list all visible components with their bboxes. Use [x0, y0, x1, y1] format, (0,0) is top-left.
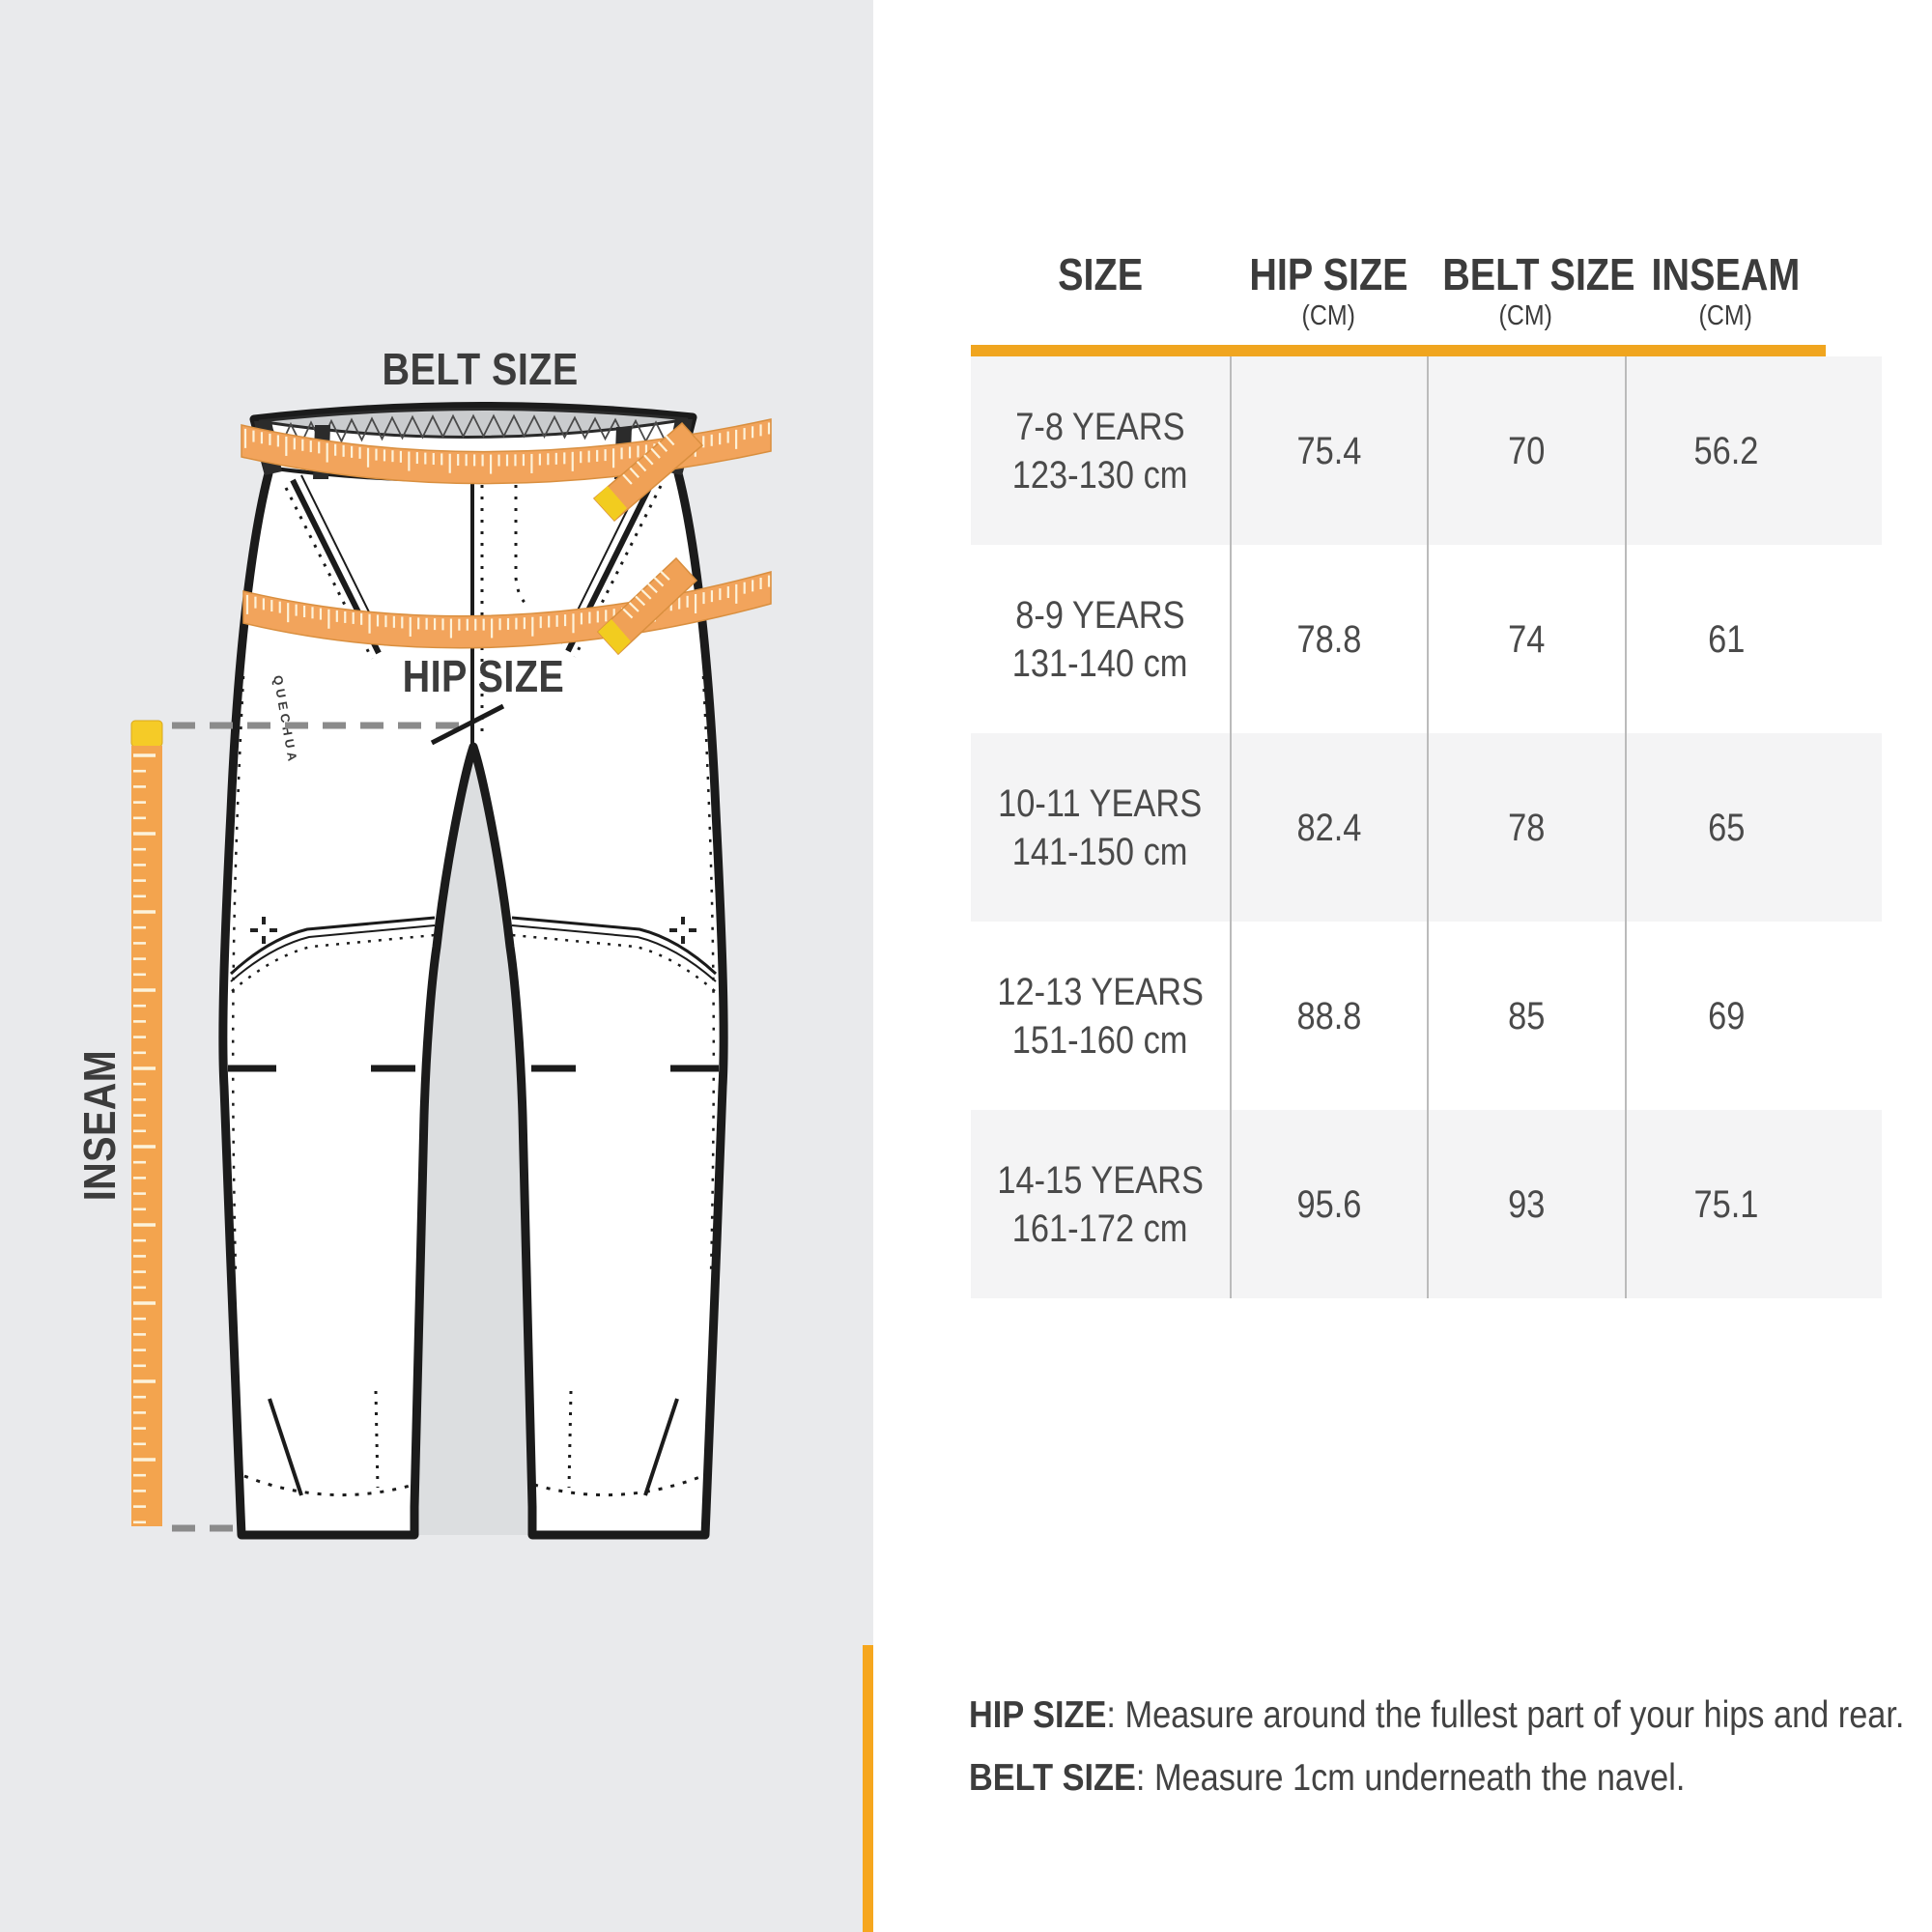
hip-size-diagram-label: HIP SIZE: [402, 651, 564, 701]
column-header-size: SIZE: [1058, 249, 1143, 299]
table-row: [971, 356, 1882, 545]
cell-inseam: 56.2: [1625, 356, 1826, 545]
inseam-ruler-body: [131, 746, 162, 1526]
header-rule: [971, 345, 1826, 356]
cell-belt: 85: [1427, 922, 1625, 1110]
cell-hip: 78.8: [1230, 545, 1427, 733]
cell-hip: 75.4: [1230, 356, 1427, 545]
measurement-notes: [969, 1692, 1905, 1818]
table-row: [971, 733, 1882, 922]
cell-inseam: 75.1: [1625, 1110, 1826, 1298]
table-row: [971, 545, 1882, 733]
cell-belt: 74: [1427, 545, 1625, 733]
hip-size-note: HIP SIZE: Measure around the fullest part of your hips and rear.: [969, 1694, 1905, 1736]
cell-belt: 70: [1427, 356, 1625, 545]
belt-size-note: BELT SIZE: Measure 1cm underneath the navel.: [969, 1757, 1686, 1799]
brand-vertical-text: QUECHUA: [270, 673, 301, 766]
belt-size-diagram-label: BELT SIZE: [382, 344, 579, 394]
size-table: [971, 249, 1882, 1298]
cell-hip: 82.4: [1230, 733, 1427, 922]
cell-size: 10-11 YEARS 141-150 cm: [998, 781, 1203, 873]
inseam-diagram-label: INSEAM: [74, 1049, 125, 1202]
cell-belt: 78: [1427, 733, 1625, 922]
column-header-belt: BELT SIZE (CM): [1442, 249, 1635, 331]
cell-belt: 93: [1427, 1110, 1625, 1298]
cell-hip: 88.8: [1230, 922, 1427, 1110]
table-row: [971, 922, 1882, 1110]
column-header-inseam: INSEAM (CM): [1651, 249, 1800, 331]
cell-inseam: 65: [1625, 733, 1826, 922]
cell-inseam: 69: [1625, 922, 1826, 1110]
table-row: [971, 1110, 1882, 1298]
cell-size: 12-13 YEARS 151-160 cm: [997, 970, 1204, 1062]
inseam-ruler-cap: [131, 721, 162, 747]
cell-size: 14-15 YEARS 161-172 cm: [997, 1158, 1204, 1250]
cell-size: 8-9 YEARS 131-140 cm: [1012, 593, 1188, 685]
cell-hip: 95.6: [1230, 1110, 1427, 1298]
cell-inseam: 61: [1625, 545, 1826, 733]
size-table-header: [971, 249, 1882, 332]
cell-size: 7-8 YEARS 123-130 cm: [1012, 405, 1188, 497]
column-header-hip: HIP SIZE (CM): [1248, 249, 1408, 331]
